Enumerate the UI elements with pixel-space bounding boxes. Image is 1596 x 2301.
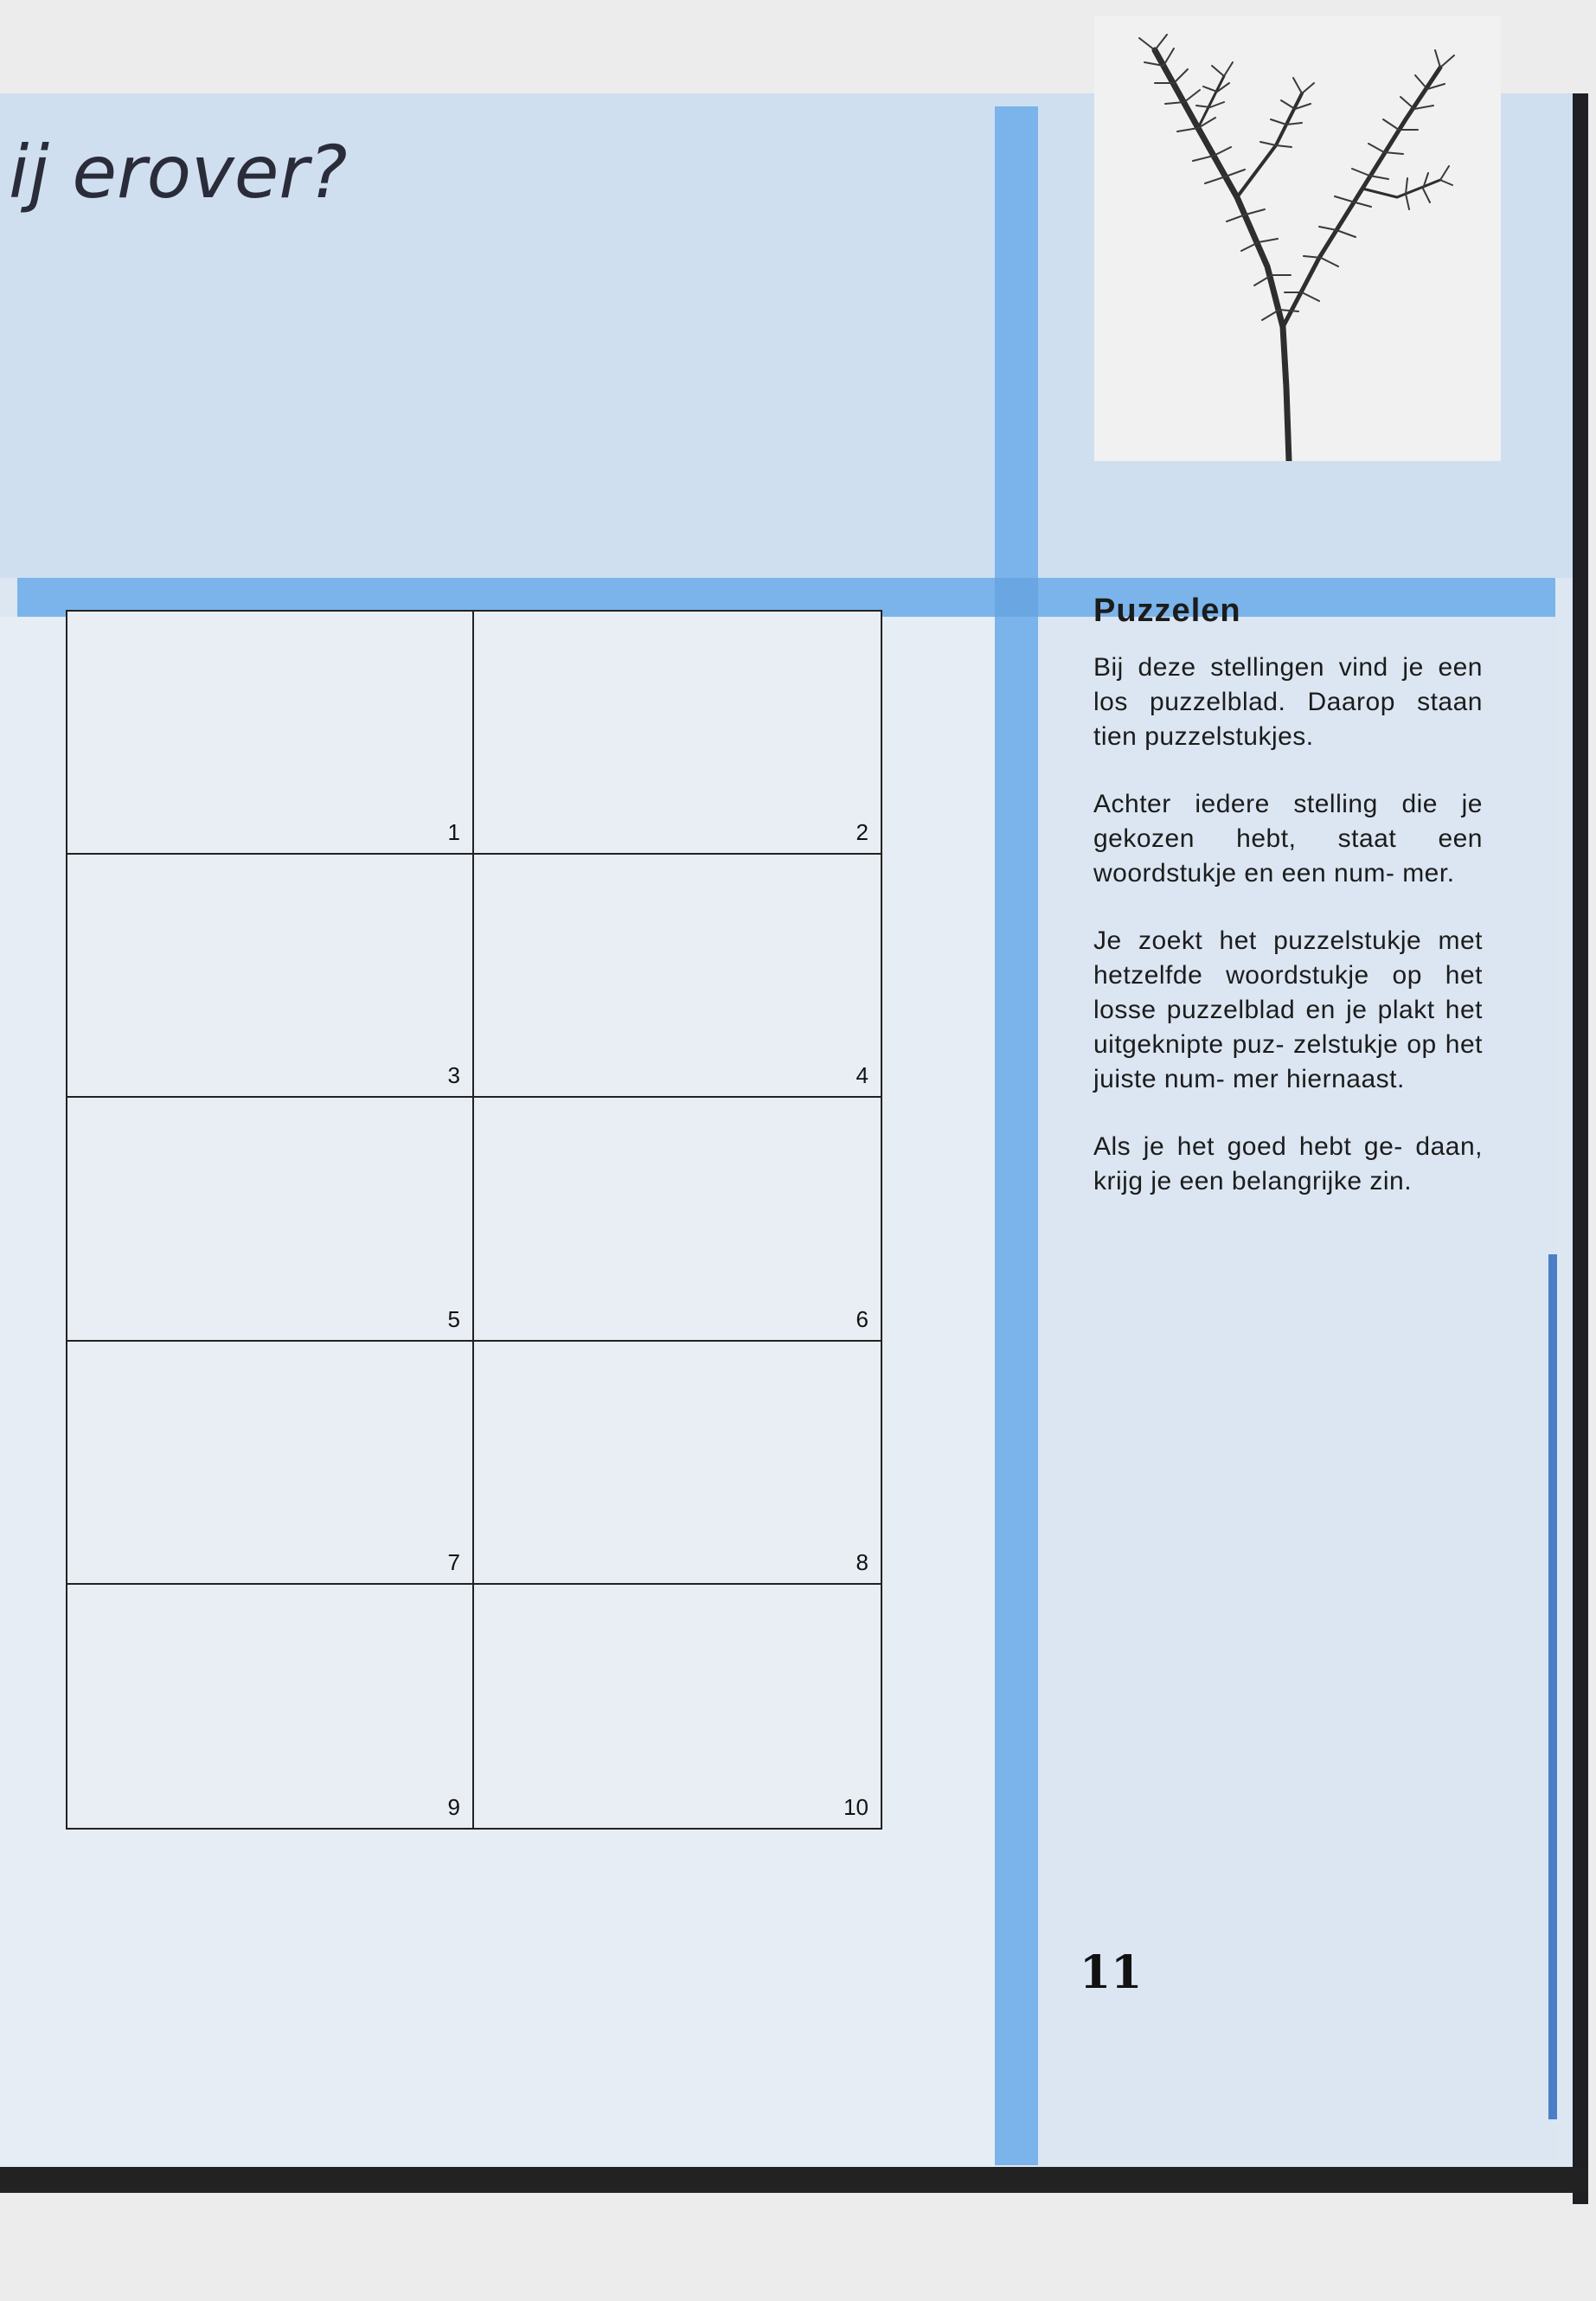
- page-title: ij erover?: [9, 130, 348, 215]
- puzzle-cell[interactable]: [67, 612, 474, 855]
- puzzle-cell[interactable]: [67, 855, 474, 1098]
- sidebar-paragraph: Achter iedere stelling die je gekozen hebt, staat een woordstukje en een num- mer.: [1093, 790, 1483, 888]
- vertical-accent-bar: [995, 106, 1038, 2165]
- accent-bar-crossing: [995, 578, 1038, 617]
- sidebar-paragraph: Je zoekt het puzzelstukje met hetzelfde woordstukje op het losse puzzelblad en je plakt het uitgeknipte puz- zelstukje op het juiste num- mer hiernaast.: [1093, 926, 1483, 1093]
- cell-number: 8: [856, 1548, 869, 1575]
- instructions-sidebar: [1093, 593, 1483, 1232]
- puzzle-cell[interactable]: [474, 612, 881, 855]
- cell-number: 9: [447, 1794, 460, 1820]
- sidebar-paragraph: Als je het goed hebt ge- daan, krijg je een belangrijke zin.: [1093, 1132, 1483, 1195]
- sidebar-heading: Puzzelen: [1093, 593, 1241, 629]
- puzzle-cell[interactable]: [67, 1342, 474, 1585]
- puzzle-cell[interactable]: [474, 1585, 881, 1828]
- puzzle-grid: [66, 610, 882, 1830]
- puzzle-cell[interactable]: [474, 855, 881, 1098]
- cell-number: 7: [447, 1548, 460, 1575]
- puzzle-cell[interactable]: [67, 1585, 474, 1828]
- page-edge-shadow: [1573, 93, 1588, 2204]
- pine-branch-illustration: [1094, 16, 1501, 461]
- pine-branch-photo: [1094, 16, 1501, 461]
- puzzle-cell[interactable]: [67, 1098, 474, 1341]
- cell-number: 5: [447, 1305, 460, 1332]
- cell-number: 3: [447, 1062, 460, 1089]
- sidebar-paragraph: Bij deze stellingen vind je een los puzzelblad. Daarop staan tien puzzelstukjes.: [1093, 653, 1483, 751]
- cell-number: 4: [856, 1062, 869, 1089]
- page-bottom-shadow: [0, 2167, 1588, 2193]
- cell-number: 10: [843, 1794, 869, 1820]
- cell-number: 2: [856, 819, 869, 846]
- page-number: 11: [1080, 1946, 1143, 1999]
- cell-number: 6: [856, 1305, 869, 1332]
- puzzle-cell[interactable]: [474, 1342, 881, 1585]
- puzzle-cell[interactable]: [474, 1098, 881, 1341]
- page-edge-stripe: [1548, 1254, 1557, 2119]
- cell-number: 1: [447, 819, 460, 846]
